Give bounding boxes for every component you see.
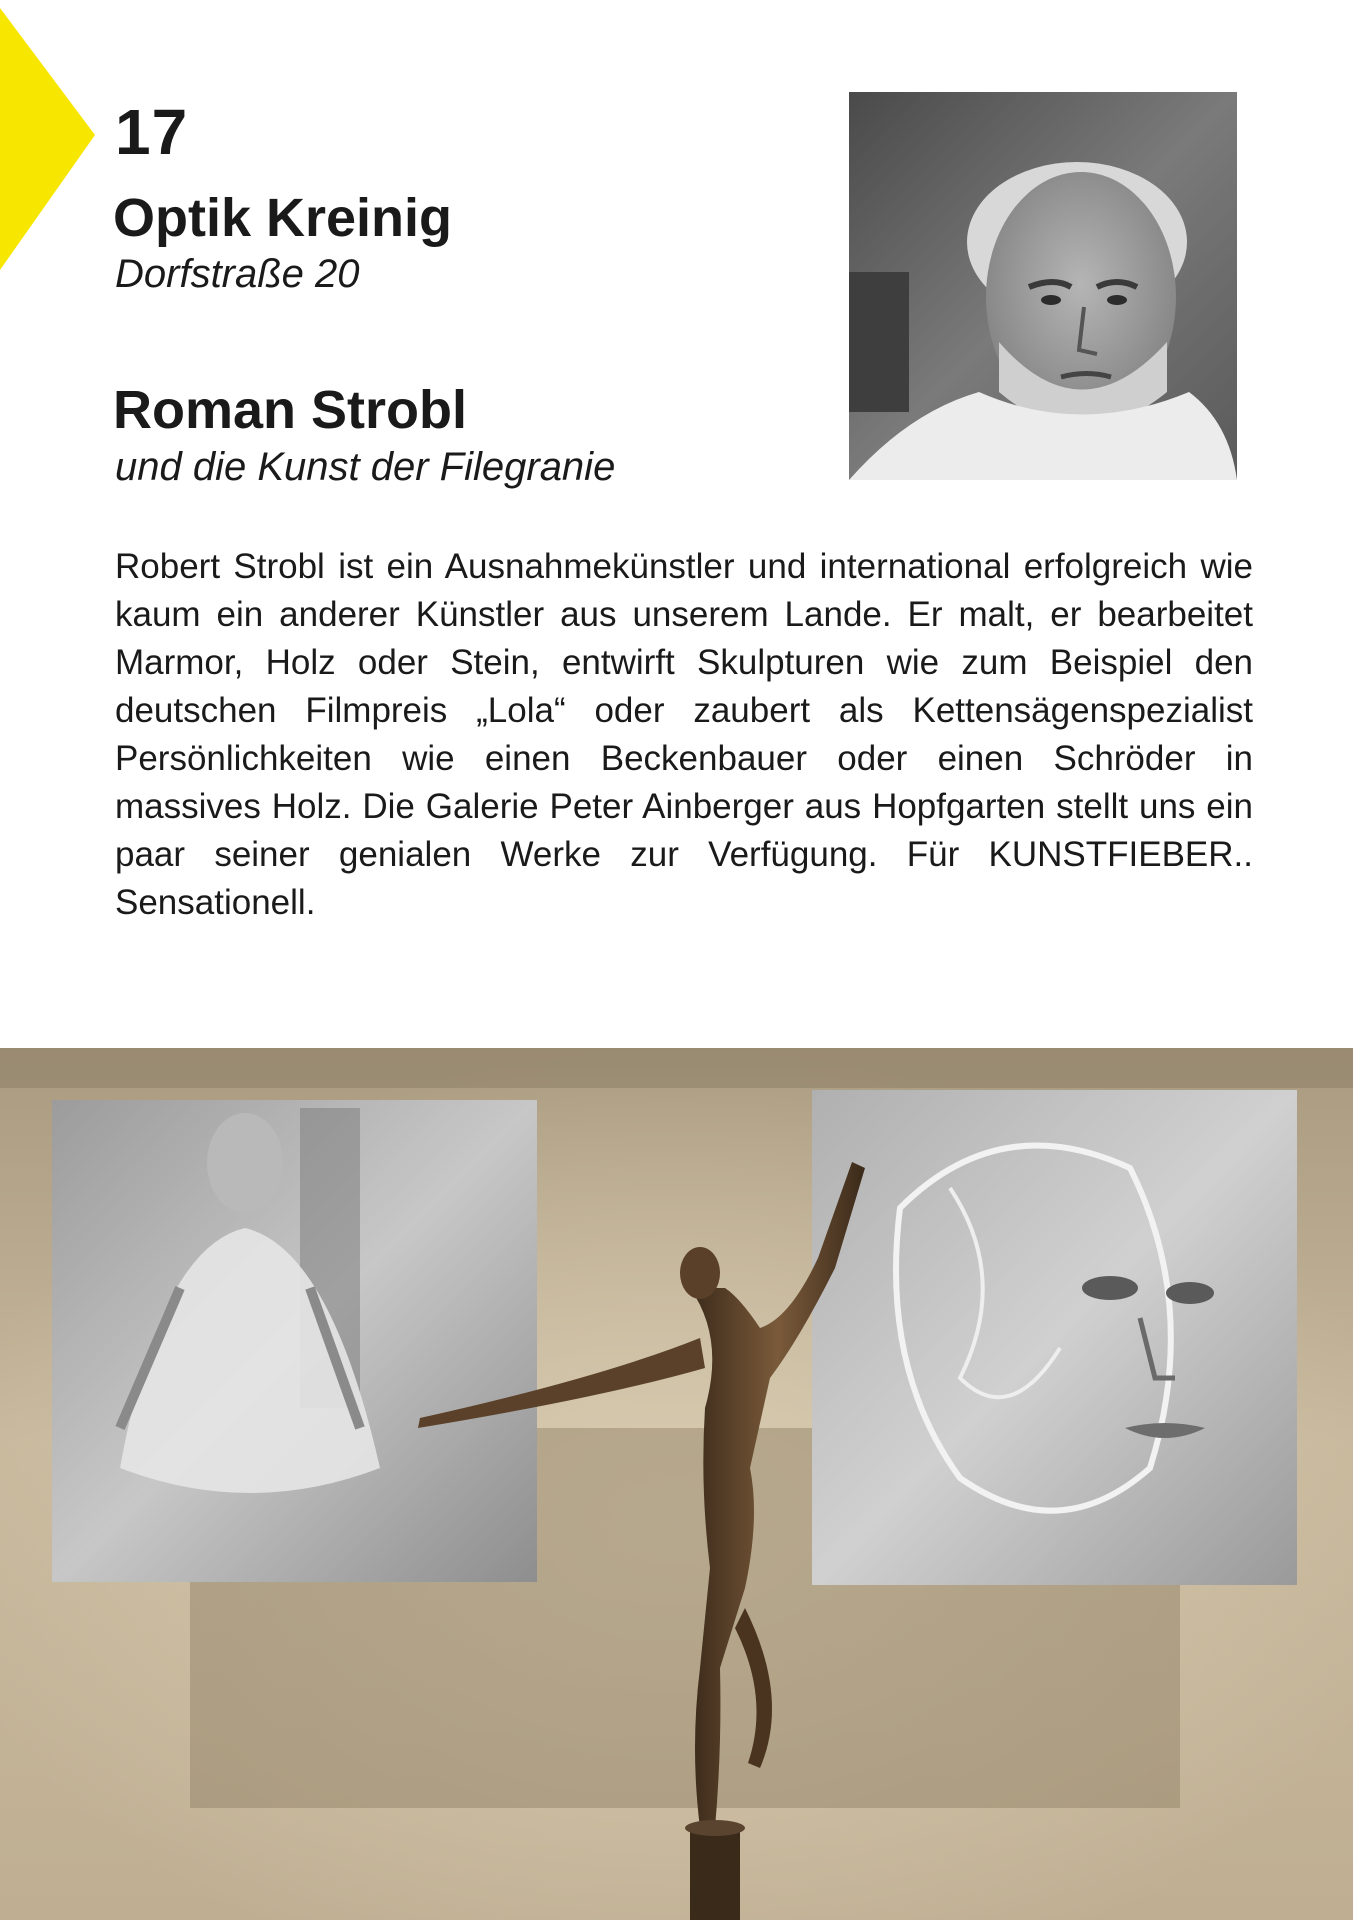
yellow-corner-marker	[0, 0, 95, 270]
gallery-exhibition-photo	[0, 1048, 1353, 1920]
venue-address: Dorfstraße 20	[115, 252, 360, 296]
artist-description: Robert Strobl ist ein Ausnahmekünstler und international erfolgreich wie kaum ein anderer Künstler aus unserem Lande. Er malt, er bearbeitet Marmor, Holz oder Stein, entwirft Skulpturen wie zum Beispiel den deutschen Filmpreis „Lola“ oder zaubert als Kettensägenspezialist Persönlichkeiten wie einen Beckenbauer oder einen Schröder in massives Holz. Die Galerie Peter Ainberger aus Hopfgarten stellt uns ein paar seiner genialen Werke zur Verfügung. Für KUNSTFIEBER.. Sensationell.	[115, 547, 1253, 922]
entry-number: 17	[115, 96, 189, 168]
artist-subtitle: und die Kunst der Filegranie	[115, 445, 616, 489]
artist-portrait-photo	[849, 92, 1237, 480]
artist-name: Roman Strobl	[113, 380, 468, 440]
venue-name: Optik Kreinig	[113, 188, 453, 248]
